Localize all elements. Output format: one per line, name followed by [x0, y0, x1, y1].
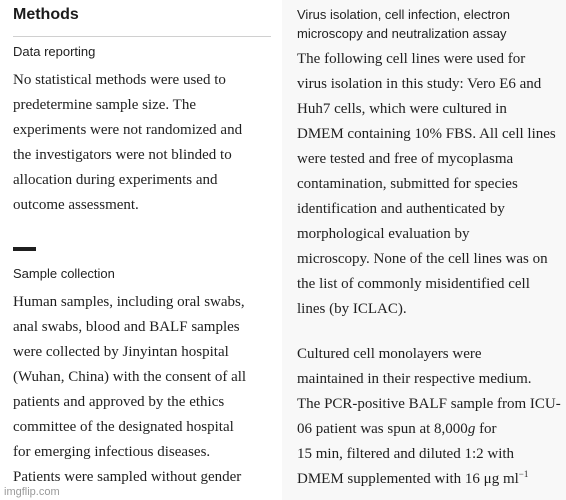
text-line: maintained in their respective medium. — [297, 371, 532, 387]
text-line: (Wuhan, China) with the consent of all — [13, 369, 247, 385]
text-line: Patients were sampled without gender — [13, 469, 242, 485]
text-segment: for — [475, 421, 497, 437]
heading-divider — [13, 36, 271, 37]
text-line: No statistical methods were used to — [13, 72, 226, 88]
text-line: committee of the designated hospital — [13, 419, 234, 435]
superscript: −1 — [518, 469, 529, 479]
text-segment: DMEM supplemented with 16 μg ml — [297, 471, 519, 487]
text-line: were collected by Jinyintan hospital — [13, 344, 229, 360]
text-line: The following cell lines were used for — [297, 51, 526, 67]
text-line: Human samples, including oral swabs, — [13, 294, 245, 310]
culture-paragraph — [297, 342, 559, 492]
text-line: outcome assessment. — [13, 197, 139, 213]
text-line: allocation during experiments and — [13, 172, 218, 188]
left-column — [0, 0, 282, 500]
text-line: were tested and free of mycoplasma — [297, 151, 514, 167]
text-line: experiments were not randomized and — [13, 122, 243, 138]
text-line: the list of commonly misidentified cell — [297, 276, 530, 292]
text-line: microscopy. None of the cell lines was on — [297, 251, 548, 267]
text-line: for emerging infectious diseases. — [13, 444, 211, 460]
text-segment: 06 patient was spun at 8,000 — [297, 421, 468, 437]
watermark: imgflip.com — [4, 486, 60, 498]
virus-isolation-title — [297, 5, 510, 43]
text-line: Huh7 cells, which were cultured in — [297, 101, 507, 117]
sample-collection-paragraph — [13, 290, 275, 490]
data-reporting-title: Data reporting — [13, 44, 96, 59]
text-line — [297, 417, 559, 442]
text-line: patients and approved by the ethics — [13, 394, 225, 410]
text-line: identification and authenticated by — [297, 201, 505, 217]
sample-collection-title: Sample collection — [13, 266, 115, 281]
cell-lines-paragraph — [297, 47, 559, 322]
right-column — [282, 0, 566, 500]
italic-unit: g — [467, 421, 476, 437]
section-dash — [13, 247, 36, 251]
title-line: microscopy and neutralization assay — [297, 26, 507, 41]
title-line: Virus isolation, cell infection, electron — [297, 7, 510, 22]
text-line: DMEM containing 10% FBS. All cell lines — [297, 126, 556, 142]
text-line: virus isolation in this study: Vero E6 and — [297, 76, 542, 92]
text-line: lines (by ICLAC). — [297, 301, 407, 317]
text-line: predetermine sample size. The — [13, 97, 196, 113]
section-heading: Methods — [13, 6, 79, 23]
text-line: The PCR-positive BALF sample from ICU- — [297, 396, 561, 412]
data-reporting-paragraph — [13, 68, 275, 218]
text-line: Cultured cell monolayers were — [297, 346, 482, 362]
text-line — [297, 467, 559, 492]
text-line: the investigators were not blinded to — [13, 147, 232, 163]
text-line: anal swabs, blood and BALF samples — [13, 319, 240, 335]
text-line: morphological evaluation by — [297, 226, 470, 242]
text-line: 15 min, filtered and diluted 1:2 with — [297, 446, 515, 462]
text-line: contamination, submitted for species — [297, 176, 518, 192]
